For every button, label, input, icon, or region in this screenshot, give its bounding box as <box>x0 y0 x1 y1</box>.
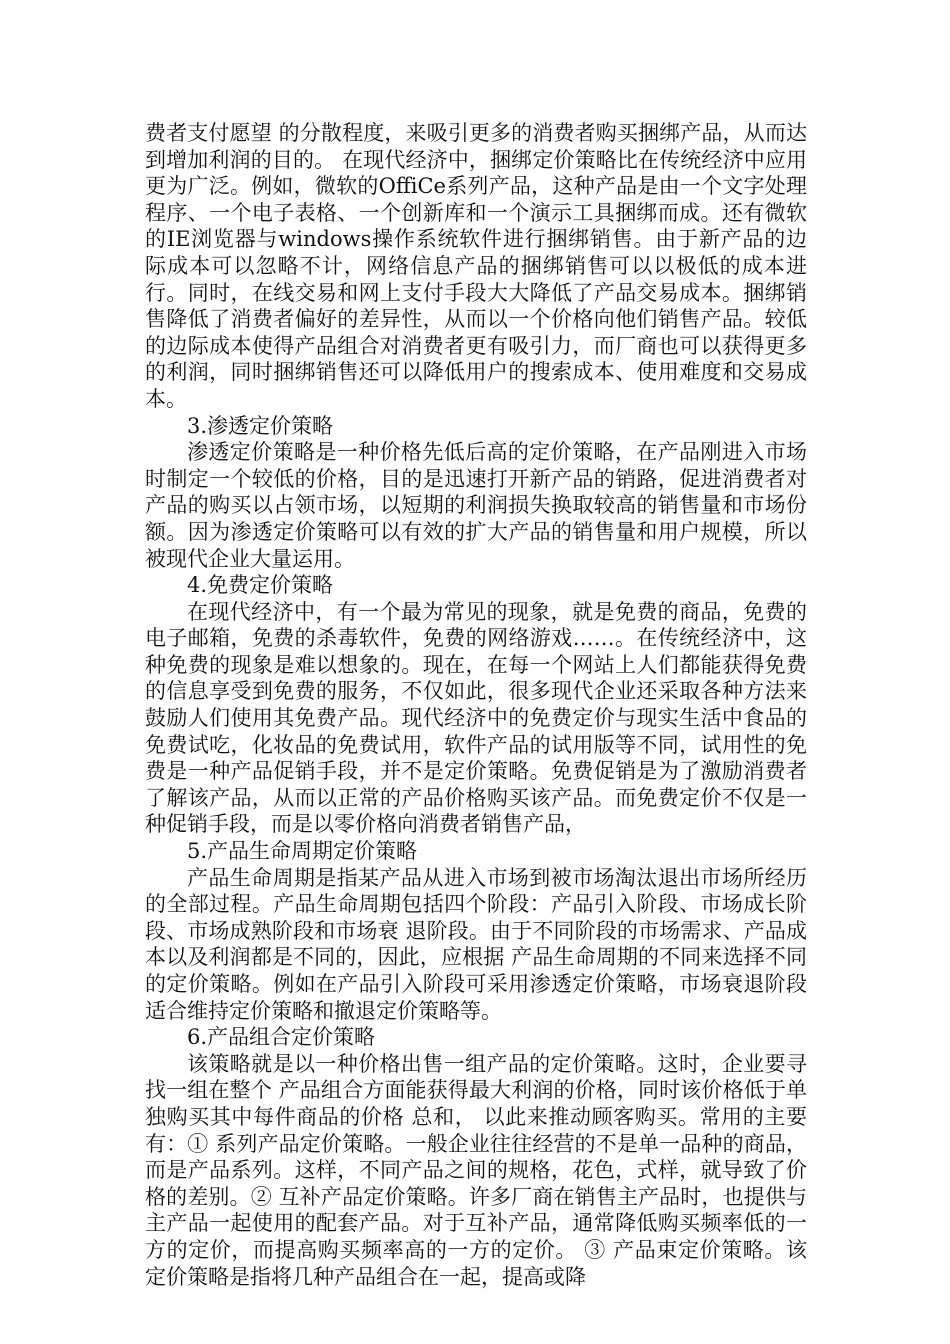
paragraph-free-pricing: 在现代经济中，有一个最为常见的现象，就是免费的商品，免费的电子邮箱，免费的杀毒软件，免费的网络游戏……。在传统经济中，这种免费的现象是难以想象的。现在，在每一个网站上人们都能获得免费的信息享受到免费的服务，不仅如此，很多现代企业还采取各种方法来鼓励人们使用其免费产品。现代经济中的免费定价与现实生活中食品的免费试吃，化妆品的免费试用，软件产品的试用版等不同，试用性的免费是一种产品促销手段，并不是定价策略。免费促销是为了激励消费者了解该产品，从而以正常的产品价格购买该产品。而免费定价不仅是一种促销手段，而是以零价格向消费者销售产品， <box>145 599 807 837</box>
section-heading-life-cycle-pricing: 5.产品生命周期定价策略 <box>187 839 418 864</box>
paragraph-product-portfolio-pricing: 该策略就是以一种价格出售一组产品的定价策略。这时，企业要寻找一组在整个 产品组合方面能获得最大利润的价格，同时该价格低于单独购买其中每件商品的价格 总和， 以此来推动顾客购买。常用的主要有：① 系列产品定价策略。一般企业往往经营的不是单一品种的商品，而是产品系列。这样，不同产品之间的规格，花色，式样，就导致了价格的差别。② 互补产品定价策略。许多厂商在销售主产品时，也提供与主产品一起使用的配套产品。对于互补产品，通常降低购买频率低的一方的定价，而提高购买频率高的一方的定价。 ③ 产品束定价策略。该定价策略是指将几种产品组合在一起，提高或降 <box>145 1051 807 1289</box>
document-body <box>145 120 807 1290</box>
paragraph-bundling-continuation: 费者支付愿望 的分散程度，来吸引更多的消费者购买捆绑产品，从而达到增加利润的目的。 在现代经济中，捆绑定价策略比在传统经济中应用更为广泛。例如，微软的OffiCe系列产品，这种产品是由一个文字处理程序、一个电子表格、一个创新库和一个演示工具捆绑而成。还有微软的IE浏览器与windows操作系统软件进行捆绑销售。由于新产品的边际成本可以忽略不计，网络信息产品的捆绑销售可以以极低的成本进行。同时，在线交易和网上支付手段大大降低了产品交易成本。捆绑销售降低了消费者偏好的差异性，从而以一个价格向他们销售产品。较低的边际成本使得产品组合对消费者更有吸引力，而厂商也可以获得更多的利润，同时捆绑销售还可以降低用户的搜索成本、使用难度和交易成本。 <box>145 121 807 411</box>
section-heading-penetration-pricing: 3.渗透定价策略 <box>187 413 334 438</box>
section-heading-free-pricing: 4.免费定价策略 <box>187 573 334 598</box>
paragraph-penetration-pricing: 渗透定价策略是一种价格先低后高的定价策略，在产品刚进入市场时制定一个较低的价格，目的是迅速打开新产品的销路，促进消费者对产品的购买以占领市场，以短期的利润损失换取较高的销售量和市场份额。因为渗透定价策略可以有效的扩大产品的销售量和用户规模，所以被现代企业大量运用。 <box>145 440 807 571</box>
paragraph-life-cycle-pricing: 产品生命周期是指某产品从进入市场到被市场淘汰退出市场所经历的全部过程。产品生命周期包括四个阶段：产品引入阶段、市场成长阶段、市场成熟阶段和市场衰 退阶段。由于不同阶段的市场需求、产品成本以及利润都是不同的，因此，应根据 产品生命周期的不同来选择不同的定价策略。例如在产品引入阶段可采用渗透定价策略，市场衰退阶段适合维持定价策略和撤退定价策略等。 <box>145 865 807 1023</box>
section-heading-product-portfolio-pricing: 6.产品组合定价策略 <box>187 1025 376 1050</box>
